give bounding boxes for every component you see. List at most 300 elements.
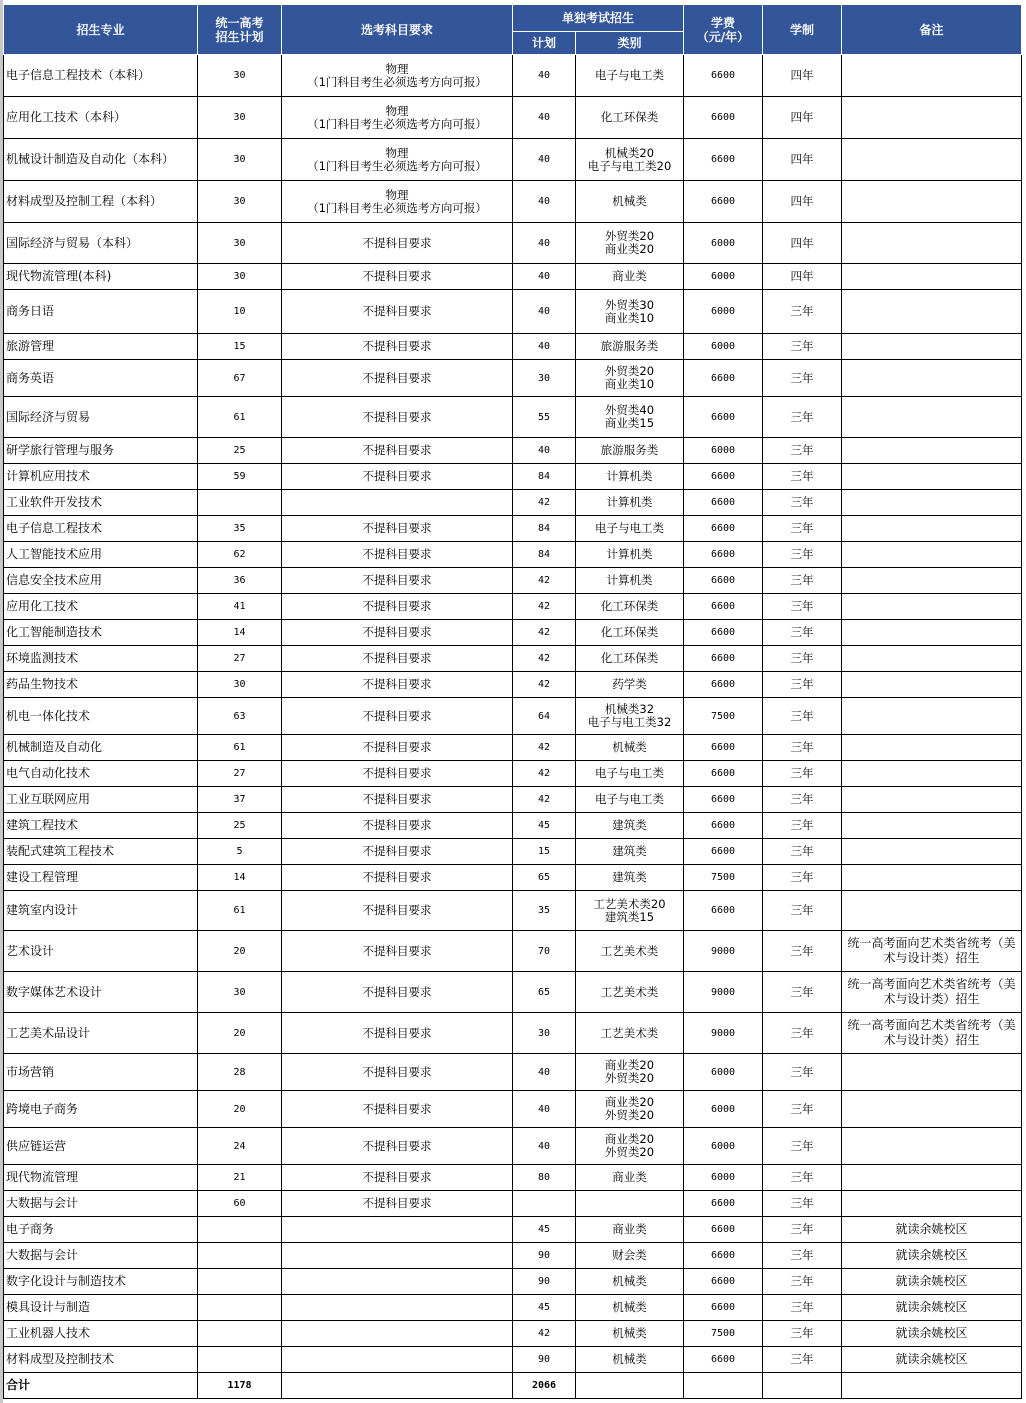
gaokao-plan: 20 (198, 931, 282, 972)
header-subject-requirement: 选考科目要求 (282, 5, 513, 55)
major-name: 机械设计制造及自动化（本科） (4, 139, 198, 181)
table-row (4, 1165, 1022, 1191)
single-exam-category: 商业类20 外贸类20 (576, 1091, 684, 1128)
single-exam-category: 机械类20 电子与电工类20 (576, 139, 684, 181)
major-name: 商务英语 (4, 360, 198, 397)
gaokao-plan: 28 (198, 1054, 282, 1091)
gaokao-plan: 59 (198, 464, 282, 490)
single-exam-category: 机械类 (576, 1269, 684, 1295)
tuition: 6600 (684, 761, 763, 787)
table-row (4, 97, 1022, 139)
single-exam-plan: 42 (513, 620, 576, 646)
subject-requirement: 不提科目要求 (282, 839, 513, 865)
gaokao-plan: 10 (198, 290, 282, 334)
duration: 三年 (763, 813, 842, 839)
major-name: 电子商务 (4, 1217, 198, 1243)
duration: 四年 (763, 223, 842, 264)
gaokao-plan: 15 (198, 334, 282, 360)
major-name: 工业互联网应用 (4, 787, 198, 813)
table-row (4, 1243, 1022, 1269)
tuition: 6000 (684, 1165, 763, 1191)
major-name: 艺术设计 (4, 931, 198, 972)
duration: 三年 (763, 594, 842, 620)
major-name: 工艺美术品设计 (4, 1013, 198, 1054)
duration: 三年 (763, 1347, 842, 1373)
subject-requirement: 不提科目要求 (282, 397, 513, 438)
major-name: 化工智能制造技术 (4, 620, 198, 646)
table-row (4, 290, 1022, 334)
duration: 三年 (763, 865, 842, 891)
single-exam-plan: 42 (513, 1321, 576, 1347)
single-exam-plan: 40 (513, 97, 576, 139)
gaokao-plan: 67 (198, 360, 282, 397)
major-name: 大数据与会计 (4, 1191, 198, 1217)
single-exam-plan: 42 (513, 646, 576, 672)
remarks (842, 1165, 1022, 1191)
tuition: 7500 (684, 865, 763, 891)
single-exam-plan: 40 (513, 264, 576, 290)
remarks: 就读余姚校区 (842, 1217, 1022, 1243)
table-row (4, 1013, 1022, 1054)
single-exam-category: 旅游服务类 (576, 438, 684, 464)
total-gaokao: 1178 (198, 1373, 282, 1399)
major-name: 电气自动化技术 (4, 761, 198, 787)
subject-requirement: 不提科目要求 (282, 1054, 513, 1091)
subject-requirement: 不提科目要求 (282, 1128, 513, 1165)
header-tuition: 学费 （元/年） (684, 5, 763, 55)
table-row (4, 264, 1022, 290)
single-exam-plan: 40 (513, 1091, 576, 1128)
subject-requirement: 不提科目要求 (282, 735, 513, 761)
tuition: 6600 (684, 735, 763, 761)
single-exam-category: 商业类20 外贸类20 (576, 1054, 684, 1091)
subject-requirement (282, 1243, 513, 1269)
duration: 三年 (763, 568, 842, 594)
table-row (4, 1128, 1022, 1165)
subject-requirement: 不提科目要求 (282, 464, 513, 490)
single-exam-plan: 40 (513, 290, 576, 334)
table-row (4, 672, 1022, 698)
gaokao-plan: 24 (198, 1128, 282, 1165)
gaokao-plan (198, 1295, 282, 1321)
duration: 三年 (763, 672, 842, 698)
gaokao-plan: 41 (198, 594, 282, 620)
subject-requirement (282, 490, 513, 516)
tuition: 6000 (684, 264, 763, 290)
single-exam-plan: 40 (513, 223, 576, 264)
single-exam-category: 财会类 (576, 1243, 684, 1269)
single-exam-plan: 40 (513, 139, 576, 181)
duration: 三年 (763, 761, 842, 787)
tuition: 6600 (684, 891, 763, 931)
gaokao-plan: 20 (198, 1013, 282, 1054)
major-name: 机电一体化技术 (4, 698, 198, 735)
remarks (842, 264, 1022, 290)
gaokao-plan: 35 (198, 516, 282, 542)
subject-requirement: 不提科目要求 (282, 698, 513, 735)
table-row (4, 787, 1022, 813)
major-name: 模具设计与制造 (4, 1295, 198, 1321)
major-name: 数字媒体艺术设计 (4, 972, 198, 1013)
single-exam-category: 计算机类 (576, 568, 684, 594)
major-name: 材料成型及控制技术 (4, 1347, 198, 1373)
single-exam-category: 外贸类20 商业类20 (576, 223, 684, 264)
subject-requirement: 不提科目要求 (282, 568, 513, 594)
tuition: 7500 (684, 1321, 763, 1347)
single-exam-category: 电子与电工类 (576, 516, 684, 542)
subject-requirement: 不提科目要求 (282, 542, 513, 568)
duration: 三年 (763, 1128, 842, 1165)
major-name: 旅游管理 (4, 334, 198, 360)
gaokao-plan: 36 (198, 568, 282, 594)
subject-requirement: 不提科目要求 (282, 1165, 513, 1191)
single-exam-category: 机械类32 电子与电工类32 (576, 698, 684, 735)
major-name: 市场营销 (4, 1054, 198, 1091)
remarks (842, 542, 1022, 568)
remarks (842, 839, 1022, 865)
total-row (4, 1373, 1022, 1399)
duration: 三年 (763, 787, 842, 813)
duration: 三年 (763, 735, 842, 761)
tuition: 6600 (684, 620, 763, 646)
table-row (4, 891, 1022, 931)
header-duration: 学制 (763, 5, 842, 55)
tuition: 6600 (684, 568, 763, 594)
single-exam-plan: 55 (513, 397, 576, 438)
duration: 三年 (763, 1013, 842, 1054)
tuition: 6600 (684, 1269, 763, 1295)
table-row (4, 813, 1022, 839)
tuition: 6600 (684, 1295, 763, 1321)
remarks (842, 223, 1022, 264)
remarks (842, 672, 1022, 698)
tuition: 6600 (684, 490, 763, 516)
subject-requirement: 不提科目要求 (282, 646, 513, 672)
remarks (842, 334, 1022, 360)
remarks (842, 813, 1022, 839)
gaokao-plan (198, 1269, 282, 1295)
single-exam-category: 计算机类 (576, 542, 684, 568)
subject-requirement: 不提科目要求 (282, 334, 513, 360)
duration: 三年 (763, 490, 842, 516)
single-exam-plan: 90 (513, 1347, 576, 1373)
table-row (4, 1321, 1022, 1347)
enrollment-plan-table (3, 4, 1022, 1399)
remarks: 统一高考面向艺术类省统考（美 术与设计类）招生 (842, 1013, 1022, 1054)
major-name: 供应链运营 (4, 1128, 198, 1165)
single-exam-category: 化工环保类 (576, 646, 684, 672)
gaokao-plan: 30 (198, 672, 282, 698)
table-row (4, 1295, 1022, 1321)
remarks (842, 360, 1022, 397)
subject-requirement: 不提科目要求 (282, 1091, 513, 1128)
subject-requirement: 不提科目要求 (282, 813, 513, 839)
total-label: 合计 (4, 1373, 198, 1399)
single-exam-category: 计算机类 (576, 490, 684, 516)
single-exam-plan: 42 (513, 787, 576, 813)
remarks: 就读余姚校区 (842, 1347, 1022, 1373)
gaokao-plan: 61 (198, 397, 282, 438)
single-exam-plan: 65 (513, 865, 576, 891)
tuition: 6600 (684, 55, 763, 97)
subject-requirement: 不提科目要求 (282, 672, 513, 698)
remarks: 统一高考面向艺术类省统考（美 术与设计类）招生 (842, 972, 1022, 1013)
single-exam-category: 机械类 (576, 1295, 684, 1321)
remarks (842, 139, 1022, 181)
table-row (4, 1054, 1022, 1091)
major-name: 应用化工技术 (4, 594, 198, 620)
gaokao-plan: 61 (198, 891, 282, 931)
table-row (4, 181, 1022, 223)
remarks (842, 1091, 1022, 1128)
single-exam-plan: 65 (513, 972, 576, 1013)
tuition: 6600 (684, 1347, 763, 1373)
duration: 三年 (763, 334, 842, 360)
single-exam-plan: 64 (513, 698, 576, 735)
table-row (4, 620, 1022, 646)
major-name: 跨境电子商务 (4, 1091, 198, 1128)
subject-requirement: 不提科目要求 (282, 1191, 513, 1217)
table-body (4, 55, 1022, 1373)
subject-requirement: 物理 （1门科目考生必须选考方向可报） (282, 97, 513, 139)
tuition: 6600 (684, 813, 763, 839)
duration: 三年 (763, 1295, 842, 1321)
single-exam-plan: 42 (513, 735, 576, 761)
subject-requirement (282, 1321, 513, 1347)
table-row (4, 1091, 1022, 1128)
subject-requirement: 不提科目要求 (282, 360, 513, 397)
gaokao-plan: 5 (198, 839, 282, 865)
remarks (842, 1128, 1022, 1165)
tuition: 6600 (684, 839, 763, 865)
single-exam-category: 工艺美术类20 建筑类15 (576, 891, 684, 931)
subject-requirement (282, 1217, 513, 1243)
gaokao-plan: 30 (198, 181, 282, 223)
gaokao-plan: 61 (198, 735, 282, 761)
remarks: 就读余姚校区 (842, 1321, 1022, 1347)
gaokao-plan: 63 (198, 698, 282, 735)
remarks (842, 620, 1022, 646)
duration: 三年 (763, 542, 842, 568)
tuition: 6600 (684, 542, 763, 568)
gaokao-plan (198, 1321, 282, 1347)
single-exam-plan: 30 (513, 360, 576, 397)
table-row (4, 568, 1022, 594)
table-row (4, 397, 1022, 438)
single-exam-plan (513, 1191, 576, 1217)
single-exam-plan: 42 (513, 568, 576, 594)
subject-requirement: 不提科目要求 (282, 787, 513, 813)
tuition: 6600 (684, 181, 763, 223)
gaokao-plan: 30 (198, 97, 282, 139)
table-row (4, 464, 1022, 490)
single-exam-plan: 42 (513, 594, 576, 620)
single-exam-category: 化工环保类 (576, 620, 684, 646)
duration: 三年 (763, 1269, 842, 1295)
tuition: 6600 (684, 464, 763, 490)
subject-requirement: 不提科目要求 (282, 620, 513, 646)
single-exam-category: 工艺美术类 (576, 1013, 684, 1054)
table-row (4, 360, 1022, 397)
tuition: 6600 (684, 1217, 763, 1243)
gaokao-plan: 30 (198, 972, 282, 1013)
major-name: 信息安全技术应用 (4, 568, 198, 594)
tuition: 6600 (684, 97, 763, 139)
single-exam-category: 电子与电工类 (576, 787, 684, 813)
remarks (842, 490, 1022, 516)
table-row (4, 1191, 1022, 1217)
duration: 三年 (763, 1091, 842, 1128)
major-name: 商务日语 (4, 290, 198, 334)
table-row (4, 516, 1022, 542)
duration: 四年 (763, 97, 842, 139)
tuition: 6000 (684, 334, 763, 360)
table-row (4, 646, 1022, 672)
tuition: 6600 (684, 1243, 763, 1269)
subject-requirement: 不提科目要求 (282, 865, 513, 891)
tuition: 9000 (684, 1013, 763, 1054)
table-row (4, 223, 1022, 264)
single-exam-category: 商业类20 外贸类20 (576, 1128, 684, 1165)
remarks (842, 865, 1022, 891)
single-exam-plan: 84 (513, 464, 576, 490)
subject-requirement: 不提科目要求 (282, 264, 513, 290)
tuition: 6000 (684, 290, 763, 334)
subject-requirement: 不提科目要求 (282, 891, 513, 931)
single-exam-category: 计算机类 (576, 464, 684, 490)
gaokao-plan (198, 1243, 282, 1269)
remarks: 就读余姚校区 (842, 1295, 1022, 1321)
remarks (842, 438, 1022, 464)
duration: 四年 (763, 181, 842, 223)
gaokao-plan: 30 (198, 264, 282, 290)
gaokao-plan: 25 (198, 438, 282, 464)
remarks: 就读余姚校区 (842, 1269, 1022, 1295)
table-row (4, 139, 1022, 181)
duration: 三年 (763, 290, 842, 334)
gaokao-plan: 21 (198, 1165, 282, 1191)
remarks (842, 55, 1022, 97)
single-exam-plan: 40 (513, 1128, 576, 1165)
remarks (842, 594, 1022, 620)
subject-requirement: 不提科目要求 (282, 438, 513, 464)
duration: 三年 (763, 1191, 842, 1217)
tuition: 6600 (684, 397, 763, 438)
header-major: 招生专业 (4, 5, 198, 55)
tuition: 6000 (684, 438, 763, 464)
single-exam-category: 电子与电工类 (576, 55, 684, 97)
single-exam-plan: 45 (513, 1295, 576, 1321)
duration: 三年 (763, 1165, 842, 1191)
gaokao-plan: 14 (198, 620, 282, 646)
single-exam-category: 商业类 (576, 1217, 684, 1243)
gaokao-plan: 25 (198, 813, 282, 839)
major-name: 建筑室内设计 (4, 891, 198, 931)
duration: 四年 (763, 264, 842, 290)
major-name: 应用化工技术（本科） (4, 97, 198, 139)
duration: 三年 (763, 516, 842, 542)
duration: 三年 (763, 1054, 842, 1091)
single-exam-category: 工艺美术类 (576, 972, 684, 1013)
single-exam-category: 商业类 (576, 1165, 684, 1191)
duration: 四年 (763, 55, 842, 97)
table-row (4, 55, 1022, 97)
single-exam-category: 外贸类20 商业类10 (576, 360, 684, 397)
subject-requirement: 不提科目要求 (282, 1013, 513, 1054)
single-exam-plan: 90 (513, 1243, 576, 1269)
duration: 三年 (763, 620, 842, 646)
duration: 三年 (763, 646, 842, 672)
major-name: 机械制造及自动化 (4, 735, 198, 761)
table-header (4, 5, 1022, 55)
major-name: 国际经济与贸易 (4, 397, 198, 438)
tuition: 6600 (684, 672, 763, 698)
header-single-category: 类别 (576, 32, 684, 55)
single-exam-plan: 40 (513, 55, 576, 97)
duration: 三年 (763, 972, 842, 1013)
table-row (4, 542, 1022, 568)
gaokao-plan: 30 (198, 223, 282, 264)
subject-requirement: 不提科目要求 (282, 516, 513, 542)
single-exam-category: 机械类 (576, 181, 684, 223)
single-exam-category: 商业类 (576, 264, 684, 290)
subject-requirement: 不提科目要求 (282, 290, 513, 334)
major-name: 药品生物技术 (4, 672, 198, 698)
tuition: 6000 (684, 223, 763, 264)
subject-requirement: 物理 （1门科目考生必须选考方向可报） (282, 181, 513, 223)
major-name: 工业机器人技术 (4, 1321, 198, 1347)
tuition: 6600 (684, 1191, 763, 1217)
single-exam-category (576, 1191, 684, 1217)
remarks (842, 568, 1022, 594)
major-name: 国际经济与贸易（本科） (4, 223, 198, 264)
gaokao-plan: 27 (198, 761, 282, 787)
remarks (842, 891, 1022, 931)
gaokao-plan: 62 (198, 542, 282, 568)
major-name: 现代物流管理 (4, 1165, 198, 1191)
single-exam-category: 机械类 (576, 735, 684, 761)
major-name: 研学旅行管理与服务 (4, 438, 198, 464)
single-exam-plan: 40 (513, 1054, 576, 1091)
single-exam-plan: 90 (513, 1269, 576, 1295)
gaokao-plan: 27 (198, 646, 282, 672)
single-exam-plan: 45 (513, 813, 576, 839)
gaokao-plan (198, 490, 282, 516)
gaokao-plan (198, 1217, 282, 1243)
tuition: 6600 (684, 139, 763, 181)
remarks (842, 181, 1022, 223)
duration: 三年 (763, 931, 842, 972)
gaokao-plan: 60 (198, 1191, 282, 1217)
remarks (842, 646, 1022, 672)
table-row (4, 698, 1022, 735)
major-name: 电子信息工程技术 (4, 516, 198, 542)
single-exam-category: 外贸类30 商业类10 (576, 290, 684, 334)
subject-requirement (282, 1295, 513, 1321)
single-exam-plan: 35 (513, 891, 576, 931)
single-exam-category: 化工环保类 (576, 594, 684, 620)
subject-requirement (282, 1269, 513, 1295)
single-exam-plan: 40 (513, 181, 576, 223)
tuition: 6600 (684, 360, 763, 397)
major-name: 建筑工程技术 (4, 813, 198, 839)
remarks (842, 1191, 1022, 1217)
table-row (4, 761, 1022, 787)
major-name: 电子信息工程技术（本科） (4, 55, 198, 97)
gaokao-plan: 30 (198, 55, 282, 97)
duration: 三年 (763, 438, 842, 464)
table-row (4, 594, 1022, 620)
